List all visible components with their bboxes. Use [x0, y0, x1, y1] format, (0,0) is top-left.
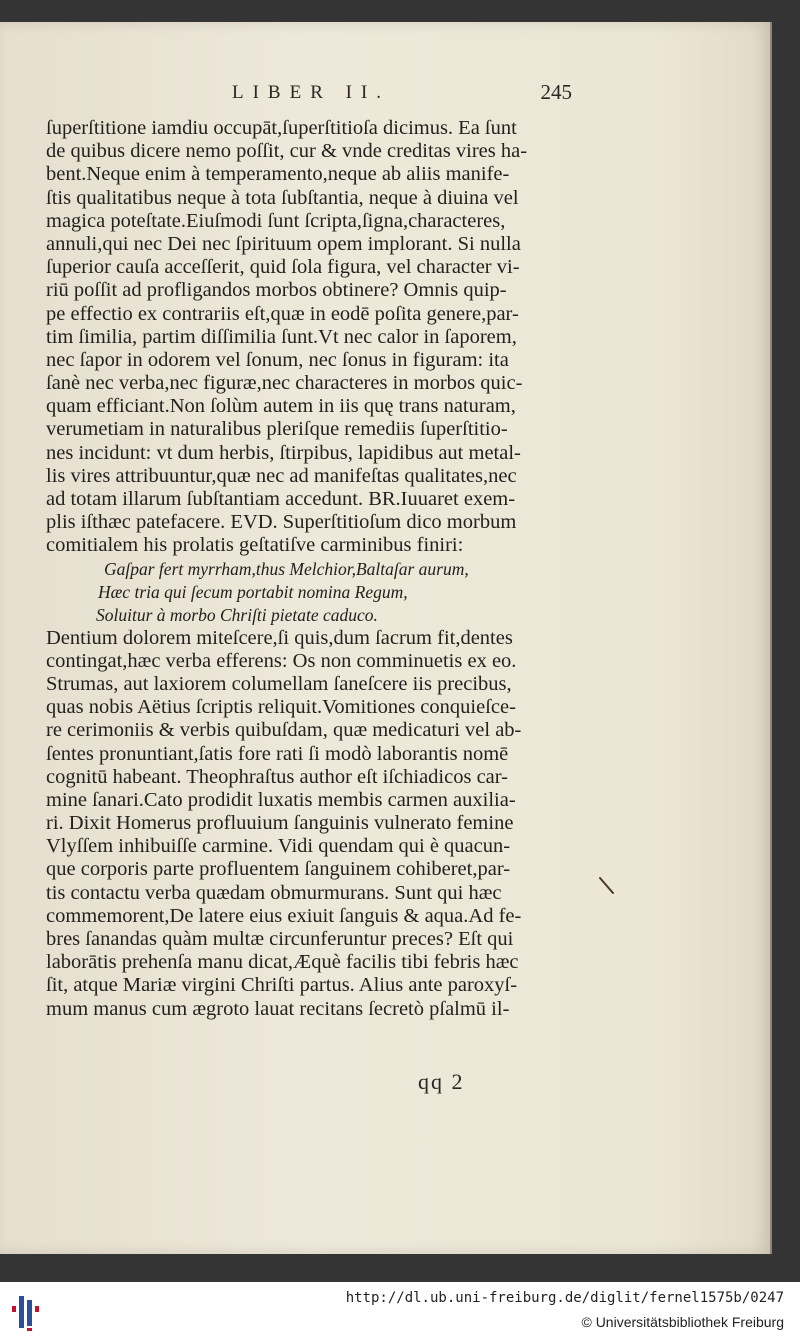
page-header — [232, 74, 572, 114]
text-line: que corporis parte profluentem ſanguinem cohiberet,par- — [46, 858, 511, 881]
text-line: ri. Dixit Homerus profluuium ſanguinis vulnerato femine — [46, 812, 514, 835]
text-line: Dentium dolorem miteſcere,ſi quis,dum ſacrum fit,dentes — [46, 626, 513, 649]
text-line: verumetiam in naturalibus pleriſque remediis ſuperſtitio- — [46, 418, 508, 441]
text-line: Vlyſſem inhibuiſſe carmine. Vidi quendam qui è quacun- — [46, 835, 511, 858]
viewer-footer — [0, 1282, 800, 1339]
text-line: re cerimoniis & verbis quibuſdam, quæ medicaturi vel ab- — [46, 719, 522, 742]
text-line: lis vires attribuuntur,quæ nec ad manifeſtas qualitates,nec — [46, 464, 517, 487]
text-line: quam efficiant.Non ſolùm autem in iis quę trans naturam, — [46, 395, 516, 418]
text-line: quas nobis Aëtius ſcriptis reliquit.Vomitiones conquieſce- — [46, 696, 516, 719]
verse-line: Gaſpar fert myrrham,thus Melchior,Baltaſar aurum, — [104, 558, 469, 579]
text-line: contingat,hæc verba efferens: Os non comminuetis ex eo. — [46, 649, 517, 672]
text-line: ſuperſtitione iamdiu occupāt,ſuperſtitioſa dicimus. Ea ſunt — [46, 117, 517, 139]
signature-mark: qq 2 — [418, 1069, 465, 1094]
text-line: nes incidunt: vt dum herbis, ſtirpibus, lapidibus aut metal- — [46, 441, 521, 464]
text-line: cognitū habeant. Theophraſtus author eſt iſchiadicos car- — [46, 765, 509, 788]
text-line: tim ſimilia, partim diſſimilia ſunt.Vt nec calor in ſaporem, — [46, 325, 517, 348]
text-line: ſit, atque Mariæ virgini Chriſti partus. Alius ante paroxyſ- — [46, 974, 518, 997]
text-line: mine ſanari.Cato prodidit luxatis membis carmen auxilia- — [46, 788, 516, 811]
text-line: Strumas, aut laxiorem columellam ſaneſcere iis precibus, — [46, 672, 512, 695]
text-line: comitialem his prolatis geſtatiſve carminibus finiri: — [46, 534, 464, 557]
text-line: nec ſapor in odorem vel ſonum, nec ſonus in figuram: ita — [46, 348, 509, 371]
text-line: ſanè nec verba,nec figuræ,nec characteres in morbos quic- — [46, 372, 523, 395]
text-line: pe effectio ex contrariis eſt,quæ in eodē poſita genere,par- — [46, 302, 519, 325]
pen-stroke-mark — [598, 876, 616, 896]
page-number: 245 — [540, 80, 572, 104]
document-url-link[interactable]: http://dl.ub.uni-freiburg.de/diglit/fernel1575b/0247 — [345, 1290, 784, 1306]
text-line: annuli,qui nec Dei nec ſpirituum opem implorant. Si nulla — [46, 232, 521, 255]
text-line: tis contactu verba quædam obmurmurans. Sunt qui hæc — [46, 881, 502, 904]
text-line: plis iſthæc patefacere. EVD. Superſtitioſum dico morbum — [46, 511, 517, 534]
text-line: de quibus dicere nemo poſſit, cur & vnde creditas vires ha- — [46, 140, 528, 163]
text-line: riū poſſit ad profligandos morbos obtinere? Omnis quip- — [46, 279, 507, 302]
body-text — [46, 117, 558, 1021]
running-title: LIBER II. — [232, 82, 391, 103]
text-line: magica poteſtate.Eiuſmodi ſunt ſcripta,ſigna,characteres, — [46, 209, 506, 232]
text-line: ſentes pronuntiant,ſatis fore rati ſi modò laborantis nomē — [46, 742, 509, 765]
copyright-text: © Universitätsbibliothek Freiburg — [581, 1314, 784, 1330]
text-line: laborātis prehenſa manu dicat,Æquè facilis tibi febris hæc — [46, 951, 519, 974]
text-line: bent.Neque enim à temperamento,neque ab aliis manife- — [46, 163, 510, 186]
text-line: mum manus cum ægroto lauat recitans ſecretò pſalmū il- — [46, 997, 510, 1020]
text-line: commemorent,De latere eius exiuit ſanguis & aqua.Ad fe- — [46, 904, 522, 927]
text-line: ſuperior cauſa acceſſerit, quid ſola figura, vel character vi- — [46, 256, 520, 279]
text-line: ad totam illarum ſubſtantiam accedunt. BR.Iuuaret exem- — [46, 488, 516, 510]
verse-line: Soluitur à morbo Chriſti pietate caduco. — [96, 604, 378, 625]
ub-freiburg-logo-icon[interactable] — [8, 1290, 48, 1332]
text-line: bres ſanandas quàm multæ circunferuntur preces? Eſt qui — [46, 928, 514, 950]
text-line: ſtis qualitatibus neque à tota ſubſtantia, neque à diuina vel — [46, 186, 519, 209]
verse-line: Hæc tria qui ſecum portabit nomina Regum, — [98, 581, 408, 602]
